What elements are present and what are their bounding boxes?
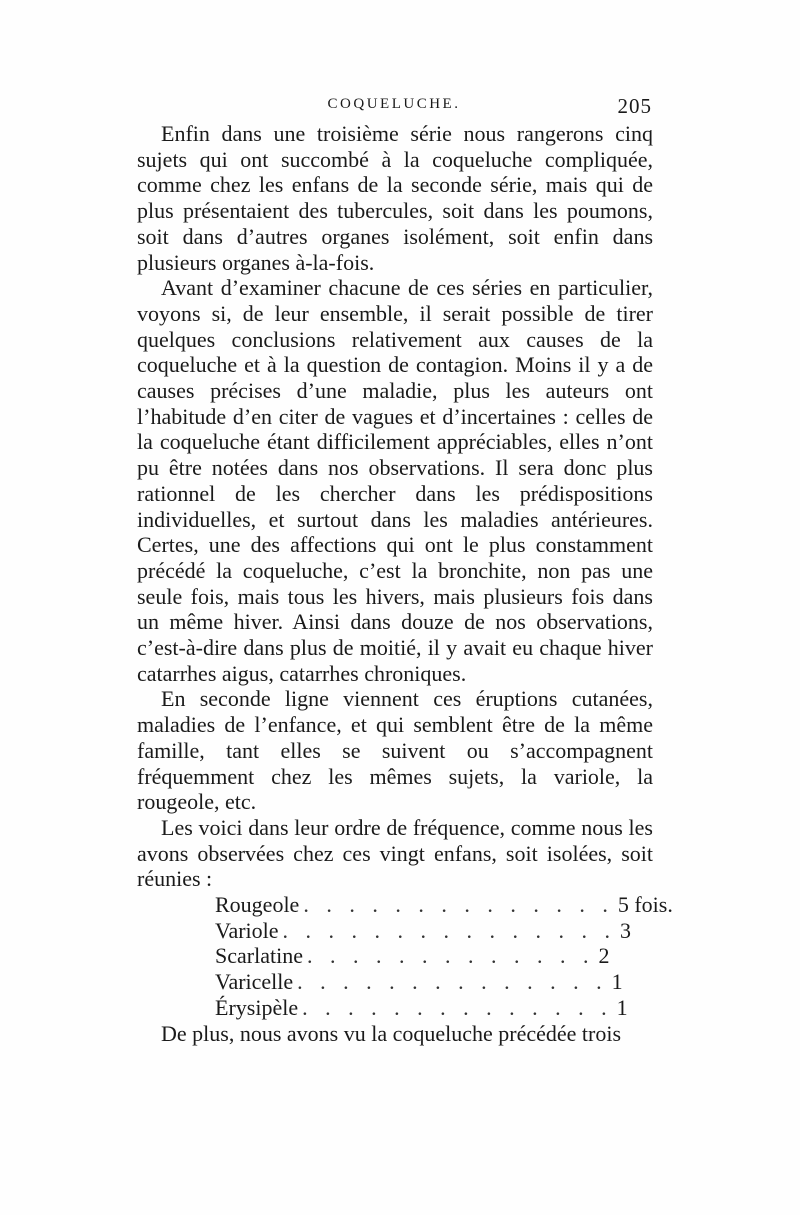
list-item xyxy=(137,969,653,995)
paragraph-causes: Avant d’examiner chacune de ces séries en particulier, voyons si, de leur ensemble, il serait possible de tirer quelques conclusions relativement aux causes de la coqueluche et à la question de contagion. Moins il y a de causes précises d’une maladie, plus les auteurs ont l’habitude d’en citer de vagues et d’incertaines : celles de la coqueluche étant difficilement appréciables, elles n’ont pu être notées dans nos observations. Il sera donc plus rationnel de les chercher dans les prédispositions individuelles, et surtout dans les maladies antérieures. Certes, une des affections qui ont le plus constamment précédé la coqueluche, c’est la bronchite, non pas une seule fois, mais tous les hivers, mais plusieurs fois dans un même hiver. Ainsi dans douze de nos observations, c’est-à-dire dans plus de moitié, il y avait eu chaque hiver catarrhes aigus, catarrhes chroniques. xyxy=(137,275,653,686)
dot-leader: . . . . . . . . . . . . . . xyxy=(303,892,614,918)
running-head xyxy=(134,96,654,122)
list-item xyxy=(137,892,673,918)
running-title: COQUELUCHE. xyxy=(327,96,461,112)
paragraph-third-series: Enfin dans une troisième série nous rangerons cinq sujets qui ont succombé à la coqueluche compliquée, comme chez les enfans de la seconde série, mais qui de plus présentaient des tubercules, soit dans les poumons, soit dans d’autres organes isolément, soit enfin dans plusieurs organes à-la-fois. xyxy=(137,121,653,275)
list-item-name: Variole xyxy=(215,917,279,943)
body-text xyxy=(137,121,673,1046)
list-item-name: Rougeole xyxy=(215,892,300,918)
dot-leader: . . . . . . . . . . . . . . . xyxy=(282,917,617,943)
disease-frequency-list xyxy=(137,892,673,1020)
closing-line: De plus, nous avons vu la coqueluche précédée trois xyxy=(161,1020,622,1046)
list-item-count: 3 xyxy=(620,917,632,943)
list-item-name: Varicelle xyxy=(215,969,294,995)
dot-leader: . . . . . . . . . . . . . . xyxy=(297,969,608,995)
list-item xyxy=(137,995,653,1021)
page-number: 205 xyxy=(617,94,652,118)
list-item-count: 1 xyxy=(611,969,623,995)
paragraph-frequency: Les voici dans leur ordre de fréquence, comme nous les avons observées chez ces vingt enfans, soit isolées, soit réunies : xyxy=(137,814,653,892)
list-item-name: Scarlatine xyxy=(215,943,303,969)
list-item-count: 2 xyxy=(598,943,610,969)
list-item xyxy=(137,918,653,944)
paragraph-eruptions: En seconde ligne viennent ces éruptions cutanées, maladies de l’enfance, et qui semblent être de la même famille, tant elles se suivent ou s’accompagnent fréquemment chez les mêmes sujets, la variole, la rougeole, etc. xyxy=(137,686,653,815)
list-item-name: Érysipèle xyxy=(215,994,299,1020)
list-item-count: 1 xyxy=(616,994,628,1020)
list-item xyxy=(137,943,653,969)
dot-leader: . . . . . . . . . . . . . xyxy=(306,943,595,969)
dot-leader: . . . . . . . . . . . . . . xyxy=(302,994,613,1020)
list-item-count: 5 fois. xyxy=(617,892,673,918)
